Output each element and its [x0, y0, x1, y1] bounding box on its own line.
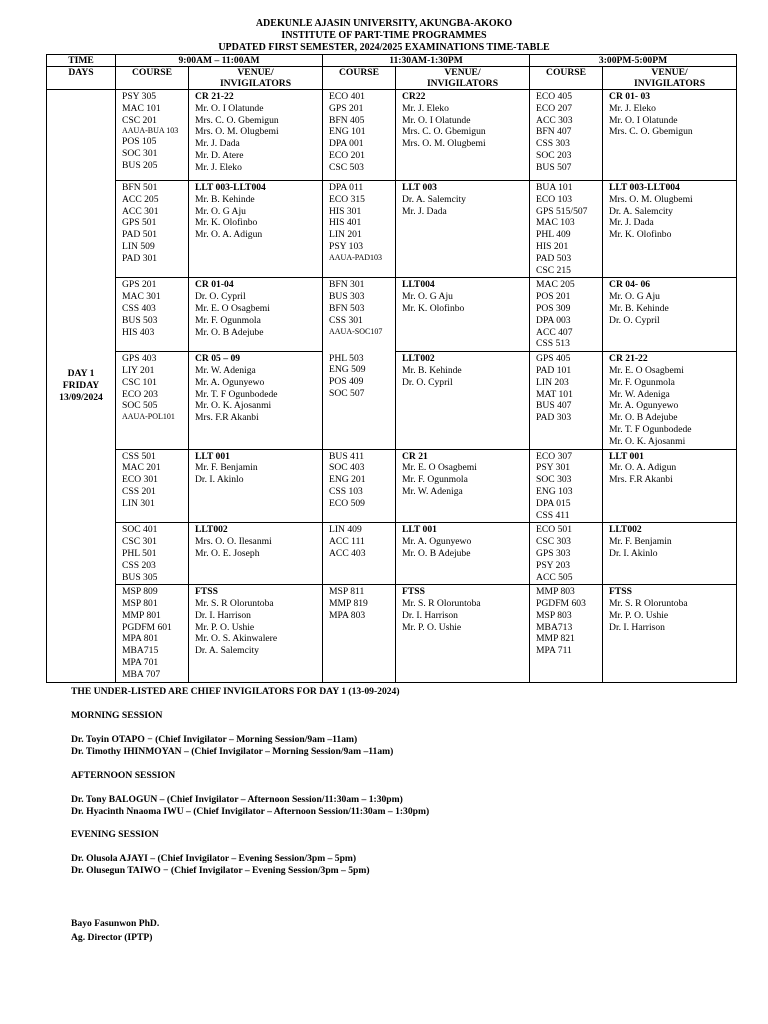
course-cell: [116, 585, 189, 682]
course-code: ECO 405: [536, 91, 572, 102]
course-cell: [116, 278, 189, 352]
invigilator-name: Mr. T. F Ogunbodede: [195, 388, 278, 400]
venue-cell: [603, 90, 737, 181]
course-code: ECO 501: [536, 524, 572, 536]
invigilator-name: Mr. W. Adeniga: [609, 388, 670, 400]
invigilator-name: Dr. O. Cypril: [402, 376, 453, 388]
course-code: GPS 303: [536, 547, 571, 559]
course-cell: [530, 449, 603, 523]
institute-name: INSTITUTE OF PART-TIME PROGRAMMES: [281, 30, 487, 41]
course-header: COURSE: [116, 67, 189, 90]
day-line3: 13/09/2024: [59, 391, 103, 403]
invigilator-name: Mr. A. Ogunyewo: [402, 536, 472, 548]
course-cell: [323, 585, 396, 682]
course-code: POS 409: [329, 376, 364, 388]
time-header-row: [47, 55, 737, 67]
course-cell: [323, 278, 396, 352]
venue-cell: [603, 523, 737, 585]
course-code: MAC 301: [122, 291, 161, 303]
course-code: BFN 501: [122, 182, 158, 193]
invigilator-name: Mr. P. O. Ushie: [402, 621, 462, 633]
course-code: BUS 305: [122, 571, 158, 583]
column-header-row: [47, 67, 737, 90]
venue-cell: [396, 352, 530, 449]
invigilator-name: Mr. J. Eleko: [402, 102, 449, 114]
invigilator-name: Mr. J. Dada: [402, 205, 447, 217]
course-code: GPS 405: [536, 353, 571, 365]
course-code: HIS 401: [329, 217, 362, 229]
course-cell: [530, 278, 603, 352]
course-code: BUA 101: [536, 182, 573, 193]
course-code: POS 201: [536, 291, 571, 303]
course-code: HIS 201: [536, 240, 569, 252]
chief-invigilators-heading: THE UNDER-LISTED ARE CHIEF INVIGILATORS FOR DAY 1 (13-09-2024): [71, 686, 400, 697]
signatory-name: Bayo Fasunwon PhD.: [71, 918, 160, 929]
course-code: BFN 301: [329, 279, 365, 291]
invigilator-name: Dr. O. Cypril: [195, 291, 246, 303]
course-code: MSP 801: [122, 598, 158, 610]
course-code: PHL 503: [329, 352, 364, 364]
course-code: DPA 001: [329, 138, 364, 150]
venue-cell: [603, 449, 737, 523]
course-code: MSP 809: [122, 586, 158, 598]
course-code: GPS 201: [122, 279, 157, 291]
venue-header: VENUE/ INVIGILATORS: [189, 67, 323, 90]
venue-cell: [603, 352, 737, 449]
venue-name: CR 01-04: [195, 279, 234, 291]
course-code: LIN 201: [329, 229, 362, 241]
course-cell: [116, 90, 189, 181]
course-code: AAUA-BUA 103: [122, 126, 179, 136]
invigilator-name: Mr. K. Olofinbo: [609, 229, 672, 241]
invigilator-name: Mr. S. R Oloruntoba: [609, 598, 688, 610]
course-cell: [323, 449, 396, 523]
venue-name: CR22: [402, 91, 426, 102]
invigilator-name: Mrs. C. O. Gbemigun: [609, 126, 693, 138]
course-code: MAC 101: [122, 102, 161, 114]
invigilator-name: Mr. F. Benjamin: [609, 536, 672, 548]
course-code: MBA713: [536, 621, 573, 633]
course-cell: [530, 90, 603, 181]
course-cell: [116, 181, 189, 278]
timetable-row: [47, 585, 737, 682]
course-code: ACC 303: [536, 114, 573, 126]
course-code: ECO 207: [536, 102, 572, 114]
course-code: SOC 505: [122, 400, 158, 412]
course-code: GPS 501: [122, 217, 157, 229]
course-code: CSS 513: [536, 338, 570, 350]
document-header: [0, 18, 768, 54]
invigilator-name: Mr. A. Ogunyewo: [195, 376, 265, 388]
afternoon-session-title: AFTERNOON SESSION: [71, 770, 176, 781]
session-evening: 3:00PM-5:00PM: [530, 55, 737, 67]
day-cell: [47, 90, 116, 683]
course-code: HIS 403: [122, 326, 155, 338]
course-code: MMP 803: [536, 586, 575, 598]
course-code: ACC 505: [536, 571, 573, 583]
invigilator-name: Mr. T. F Ogunbodede: [609, 423, 692, 435]
morning-chief-2: Dr. Timothy IHINMOYAN – (Chief Invigilator – Morning Session/9am –11am): [71, 746, 394, 757]
course-code: DPA 015: [536, 497, 571, 509]
course-code: MBA 707: [122, 668, 161, 680]
course-code: BFN 405: [329, 114, 365, 126]
course-code: MMP 801: [122, 609, 161, 621]
invigilator-name: Mrs. O. O. Ilesanmi: [195, 536, 272, 548]
course-code: CSS 203: [122, 559, 156, 571]
invigilator-name: Mr. B. Kehinde: [402, 364, 462, 376]
invigilator-name: Mr. A. Ogunyewo: [609, 400, 679, 412]
course-code: MSP 803: [536, 609, 572, 621]
course-header: COURSE: [530, 67, 603, 90]
course-code: LIN 203: [536, 376, 569, 388]
course-code: BFN 407: [536, 126, 572, 138]
invigilator-name: Mr. O. G Aju: [609, 291, 660, 303]
course-code: MBA715: [122, 645, 159, 657]
invigilator-name: Mr. O. B Adejube: [609, 412, 678, 424]
course-code: ACC 205: [122, 193, 159, 205]
invigilator-name: Mr. O. E. Joseph: [195, 547, 260, 559]
course-code: PAD 101: [536, 364, 572, 376]
invigilator-name: Mr. J. Dada: [195, 138, 240, 150]
venue-name: LLT 003: [402, 182, 437, 193]
invigilator-name: Mr. J. Dada: [609, 217, 654, 229]
course-code: CSS 201: [122, 485, 156, 497]
course-code: PAD 301: [122, 252, 158, 264]
afternoon-chief-1: Dr. Tony BALOGUN – (Chief Invigilator – Afternoon Session/11:30am – 1:30pm): [71, 794, 403, 805]
venue-cell: [396, 523, 530, 585]
invigilator-name: Mrs. O. M. Olugbemi: [402, 138, 486, 150]
venue-name: FTSS: [195, 586, 218, 598]
course-code: ECO 509: [329, 497, 365, 509]
course-code: CSS 403: [122, 302, 156, 314]
course-code: ECO 315: [329, 193, 365, 205]
invigilator-name: Mr. O. G Aju: [402, 291, 453, 303]
course-code: AAUA-PAD103: [329, 252, 383, 262]
course-cell: [116, 523, 189, 585]
invigilator-name: Mr. O. I Olatunde: [195, 102, 264, 114]
venue-cell: [603, 278, 737, 352]
course-code: BUS 507: [536, 161, 572, 173]
course-code: SOC 303: [536, 474, 572, 486]
invigilator-name: Mr. O. B Adejube: [195, 326, 264, 338]
venue-cell: [189, 90, 323, 181]
venue-name: FTSS: [402, 586, 425, 598]
timetable-row: [47, 523, 737, 585]
course-code: SOC 301: [122, 148, 158, 160]
course-code: BUS 303: [329, 291, 365, 303]
course-code: ENG 103: [536, 485, 573, 497]
course-cell: [323, 523, 396, 585]
invigilator-name: Mrs. C. O. Gbemigun: [195, 114, 279, 126]
venue-cell: [189, 449, 323, 523]
venue-cell: [189, 278, 323, 352]
course-code: PHL 501: [122, 547, 157, 559]
course-code: CSS 103: [329, 485, 363, 497]
course-code: MSP 811: [329, 586, 365, 598]
course-code: CSS 501: [122, 450, 156, 462]
venue-cell: [396, 449, 530, 523]
course-code: PSY 203: [536, 559, 571, 571]
venue-header: VENUE/ INVIGILATORS: [396, 67, 530, 90]
venue-cell: [189, 585, 323, 682]
course-code: CSC 101: [122, 376, 157, 388]
course-code: CSC 201: [122, 114, 157, 126]
evening-chief-2: Dr. Olusegun TAIWO − (Chief Invigilator – Evening Session/3pm – 5pm): [71, 865, 370, 876]
venue-header: VENUE/ INVIGILATORS: [603, 67, 737, 90]
course-code: ECO 103: [536, 193, 572, 205]
invigilator-name: Dr. A. Salemcity: [402, 193, 466, 205]
invigilator-name: Mr. O. A. Adigun: [195, 229, 263, 241]
course-code: ENG 101: [329, 126, 366, 138]
invigilator-name: Dr. A. Salemcity: [195, 645, 259, 657]
course-cell: [323, 352, 396, 449]
course-code: ACC 407: [536, 326, 573, 338]
course-code: DPA 011: [329, 182, 364, 193]
course-code: ACC 403: [329, 547, 366, 559]
course-code: CSS 303: [536, 138, 570, 150]
invigilator-name: Dr. A. Salemcity: [609, 205, 673, 217]
course-cell: [530, 352, 603, 449]
invigilator-name: Mr. W. Adeniga: [195, 364, 256, 376]
invigilator-name: Mr. K. Olofinbo: [195, 217, 258, 229]
course-code: CSC 503: [329, 161, 364, 173]
course-code: MPA 701: [122, 657, 159, 669]
invigilator-name: Mr. S. R Oloruntoba: [402, 598, 481, 610]
course-cell: [530, 181, 603, 278]
venue-name: CR 21: [402, 450, 428, 462]
course-code: AAUA-POL101: [122, 412, 175, 422]
course-code: CSC 303: [536, 536, 571, 548]
afternoon-chief-2: Dr. Hyacinth Nnaoma IWU – (Chief Invigilator – Afternoon Session/11:30am – 1:30pm): [71, 806, 430, 817]
venue-name: CR 21-22: [195, 91, 234, 102]
venue-cell: [396, 90, 530, 181]
venue-name: LLT 003-LLT004: [609, 182, 680, 193]
morning-chief-1: Dr. Toyin OTAPO − (Chief Invigilator – Morning Session/9am –11am): [71, 734, 358, 745]
course-code: BFN 503: [329, 302, 365, 314]
invigilator-name: Mr. O. K. Ajosanmi: [195, 400, 272, 412]
invigilator-name: Mr. F. Ogunmola: [402, 474, 468, 486]
venue-cell: [603, 181, 737, 278]
invigilator-name: Mr. F. Benjamin: [195, 462, 258, 474]
invigilator-name: Mr. O. K. Ajosanmi: [609, 435, 686, 447]
course-code: ECO 307: [536, 450, 572, 462]
course-code: BUS 411: [329, 450, 365, 462]
invigilator-name: Mr. B. Kehinde: [195, 193, 255, 205]
course-code: MAC 103: [536, 217, 575, 229]
timetable-row: [47, 449, 737, 523]
course-code: MMP 819: [329, 598, 368, 610]
invigilator-name: Mrs. F.R Akanbi: [609, 474, 673, 486]
invigilator-name: Dr. O. Cypril: [609, 314, 660, 326]
venue-name: CR 04- 06: [609, 279, 651, 291]
venue-name: CR 01- 03: [609, 91, 651, 102]
course-code: BUS 205: [122, 159, 158, 171]
course-cell: [323, 90, 396, 181]
venue-name: LLT 001: [195, 450, 230, 462]
venue-cell: [189, 523, 323, 585]
timetable-row: [47, 90, 737, 181]
course-code: ECO 401: [329, 91, 365, 102]
course-code: LIY 201: [122, 364, 155, 376]
invigilator-name: Dr. I. Akinlo: [609, 547, 658, 559]
invigilator-name: Dr. I. Harrison: [195, 609, 251, 621]
time-label: TIME: [47, 55, 116, 67]
days-label: DAYS: [47, 67, 116, 90]
course-code: SOC 507: [329, 388, 365, 400]
course-code: POS 105: [122, 136, 157, 148]
timetable-row: [47, 181, 737, 278]
course-code: ECO 301: [122, 474, 158, 486]
invigilator-name: Mrs. O. M. Olugbemi: [609, 193, 693, 205]
venue-name: LLT 001: [609, 450, 644, 462]
course-code: ENG 201: [329, 474, 366, 486]
course-code: PAD 501: [122, 229, 158, 241]
course-cell: [116, 449, 189, 523]
course-code: PAD 503: [536, 252, 572, 264]
invigilator-name: Dr. I. Harrison: [402, 609, 458, 621]
course-code: MPA 711: [536, 645, 572, 657]
course-code: PAD 303: [536, 412, 572, 424]
course-code: LIN 301: [122, 497, 155, 509]
venue-name: CR 21-22: [609, 353, 648, 365]
course-code: GPS 403: [122, 353, 157, 365]
venue-name: LLT 003-LLT004: [195, 182, 266, 193]
course-header: COURSE: [323, 67, 396, 90]
exam-timetable: [46, 54, 737, 683]
invigilator-name: Mr. S. R Oloruntoba: [195, 598, 274, 610]
venue-name: LLT002: [402, 353, 435, 365]
venue-name: CR 05 – 09: [195, 353, 241, 365]
course-cell: [530, 523, 603, 585]
invigilator-name: Mr. P. O. Ushie: [609, 609, 669, 621]
venue-name: LLT004: [402, 279, 435, 291]
morning-session-title: MORNING SESSION: [71, 710, 163, 721]
venue-name: LLT 001: [402, 524, 437, 536]
course-code: PGDFM 601: [122, 621, 172, 633]
course-code: SOC 403: [329, 462, 365, 474]
course-code: GPS 515/507: [536, 205, 588, 217]
course-cell: [530, 585, 603, 682]
invigilator-name: Mr. O. S. Akinwalere: [195, 633, 278, 645]
invigilator-name: Mr. W. Adeniga: [402, 485, 463, 497]
course-code: ECO 201: [329, 149, 365, 161]
course-code: MPA 803: [329, 609, 366, 621]
venue-cell: [396, 278, 530, 352]
course-code: CSS 301: [329, 314, 363, 326]
invigilator-name: Mr. O. I Olatunde: [402, 114, 471, 126]
course-code: PSY 305: [122, 91, 157, 102]
course-code: SOC 401: [122, 524, 158, 536]
course-code: DPA 003: [536, 314, 571, 326]
course-code: MAT 101: [536, 388, 573, 400]
course-code: MPA 801: [122, 633, 159, 645]
course-code: ACC 301: [122, 205, 159, 217]
evening-chief-1: Dr. Olusola AJAYI – (Chief Invigilator – Evening Session/3pm – 5pm): [71, 853, 357, 864]
course-code: LIN 409: [329, 524, 362, 536]
venue-cell: [396, 585, 530, 682]
invigilator-name: Mr. J. Eleko: [195, 161, 242, 173]
venue-cell: [396, 181, 530, 278]
invigilator-name: Mrs. F.R Akanbi: [195, 412, 259, 424]
course-code: CSS 411: [536, 509, 570, 521]
course-code: GPS 201: [329, 102, 364, 114]
course-code: LIN 509: [122, 240, 155, 252]
course-code: SOC 203: [536, 149, 572, 161]
session-morning: 9:00AM – 11:00AM: [116, 55, 323, 67]
course-code: HIS 301: [329, 205, 362, 217]
timetable-row: [47, 352, 737, 449]
venue-cell: [189, 181, 323, 278]
signatory-title: Ag. Director (IPTP): [71, 932, 153, 943]
course-code: PGDFM 603: [536, 598, 586, 610]
invigilator-name: Mr. O. I Olatunde: [609, 114, 678, 126]
course-code: PSY 103: [329, 240, 364, 252]
course-code: ENG 509: [329, 364, 366, 376]
course-code: ECO 203: [122, 388, 158, 400]
invigilator-name: Mr. O. A. Adigun: [609, 462, 677, 474]
invigilator-name: Mr. K. Olofinbo: [402, 302, 465, 314]
venue-cell: [189, 352, 323, 449]
course-code: PSY 301: [536, 462, 571, 474]
course-code: CSC 301: [122, 536, 157, 548]
day-line2: FRIDAY: [62, 379, 100, 391]
invigilator-name: Mrs. C. O. Gbemigun: [402, 126, 486, 138]
timetable-row: [47, 278, 737, 352]
invigilator-name: Mr. E. O Osagbemi: [609, 364, 684, 376]
invigilator-name: Mr. D. Atere: [195, 149, 244, 161]
invigilator-name: Mr. E. O Osagbemi: [402, 462, 477, 474]
course-code: BUS 503: [122, 314, 158, 326]
course-code: AAUA-SOC107: [329, 326, 383, 336]
timetable-title: UPDATED FIRST SEMESTER, 2024/2025 EXAMINATIONS TIME-TABLE: [218, 42, 550, 53]
evening-session-title: EVENING SESSION: [71, 829, 159, 840]
course-code: MMP 821: [536, 633, 575, 645]
invigilator-name: Dr. I. Harrison: [609, 621, 665, 633]
invigilator-name: Mrs. O. M. Olugbemi: [195, 126, 279, 138]
venue-name: LLT002: [195, 524, 228, 536]
course-cell: [116, 352, 189, 449]
invigilator-name: Dr. I. Akinlo: [195, 474, 244, 486]
invigilator-name: Mr. E. O Osagbemi: [195, 302, 270, 314]
day-line1: DAY 1: [67, 368, 95, 380]
course-code: PHL 409: [536, 229, 571, 241]
university-name: ADEKUNLE AJASIN UNIVERSITY, AKUNGBA-AKOKO: [255, 18, 513, 29]
invigilator-name: Mr. O. B Adejube: [402, 547, 471, 559]
venue-cell: [603, 585, 737, 682]
invigilator-name: Mr. J. Eleko: [609, 102, 656, 114]
course-code: ACC 111: [329, 536, 365, 548]
invigilator-name: Mr. B. Kehinde: [609, 302, 669, 314]
course-code: POS 309: [536, 302, 571, 314]
venue-name: LLT002: [609, 524, 642, 536]
course-code: BUS 407: [536, 400, 572, 412]
course-cell: [323, 181, 396, 278]
invigilator-name: Mr. F. Ogunmola: [609, 376, 675, 388]
course-code: MAC 205: [536, 279, 575, 291]
invigilator-name: Mr. O. G Aju: [195, 205, 246, 217]
invigilator-name: Mr. F. Ogunmola: [195, 314, 261, 326]
course-code: MAC 201: [122, 462, 161, 474]
venue-name: FTSS: [609, 586, 632, 598]
session-afternoon: 11:30AM-1:30PM: [323, 55, 530, 67]
course-code: CSC 215: [536, 264, 571, 276]
invigilator-name: Mr. P. O. Ushie: [195, 621, 255, 633]
